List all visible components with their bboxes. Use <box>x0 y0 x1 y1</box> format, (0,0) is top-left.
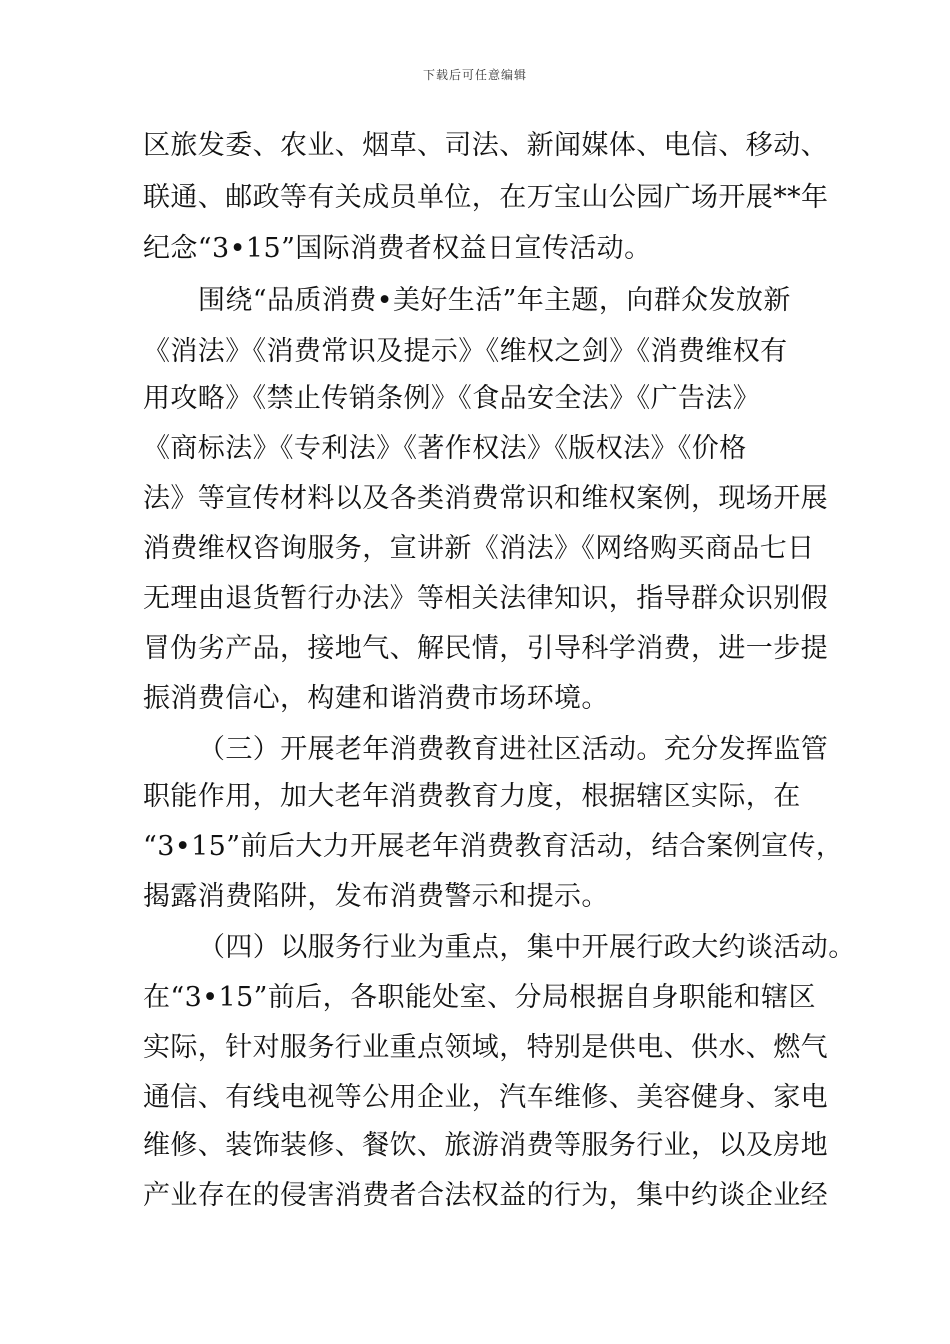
text-line: 通信、有线电视等公用企业，汽车维修、美容健身、家电 <box>143 1082 828 1113</box>
text-line: 产业存在的侵害消费者合法权益的行为，集中约谈企业经 <box>143 1180 828 1211</box>
text-line: 在“3•15”前后，各职能处室、分局根据自身职能和辖区 <box>143 982 816 1013</box>
paragraph-first-line: （四）以服务行业为重点，集中开展行政大约谈活动。 <box>198 932 856 963</box>
text-line: 联通、邮政等有关成员单位，在万宝山公园广场开展**年 <box>143 182 829 213</box>
paragraph-first-line: 围绕“品质消费•美好生活”年主题，向群众发放新 <box>198 285 791 316</box>
text-line: 消费维权咨询服务，宣讲新《消法》《网络购买商品七日 <box>143 533 815 564</box>
text-line: 区旅发委、农业、烟草、司法、新闻媒体、电信、移动、 <box>143 130 828 161</box>
text-line: 无理由退货暂行办法》等相关法律知识，指导群众识别假 <box>143 583 828 614</box>
text-line: 职能作用，加大老年消费教育力度，根据辖区实际，在 <box>143 781 801 812</box>
text-line: 冒伪劣产品，接地气、解民情，引导科学消费，进一步提 <box>143 633 828 664</box>
page-header: 下载后可任意编辑 <box>422 68 527 82</box>
text-line: “3•15”前后大力开展老年消费教育活动，结合案例宣传， <box>143 831 844 862</box>
text-line: 维修、装饰装修、餐饮、旅游消费等服务行业，以及房地 <box>143 1130 828 1161</box>
text-line: 揭露消费陷阱，发布消费警示和提示。 <box>143 881 609 912</box>
text-line: 《商标法》《专利法》《著作权法》《版权法》《价格 <box>143 433 747 464</box>
text-line: 振消费信心，构建和谐消费市场环境。 <box>143 683 609 714</box>
text-line: 实际，针对服务行业重点领域，特别是供电、供水、燃气 <box>143 1032 828 1063</box>
text-line: 法》等宣传材料以及各类消费常识和维权案例，现场开展 <box>143 483 828 514</box>
text-line: 用攻略》《禁止传销条例》《食品安全法》《广告法》 <box>143 383 761 414</box>
paragraph-first-line: （三）开展老年消费教育进社区活动。充分发挥监管 <box>198 734 829 765</box>
text-line: 《消法》《消费常识及提示》《维权之剑》《消费维权有 <box>143 336 788 367</box>
text-line: 纪念“3•15”国际消费者权益日宣传活动。 <box>143 233 652 264</box>
